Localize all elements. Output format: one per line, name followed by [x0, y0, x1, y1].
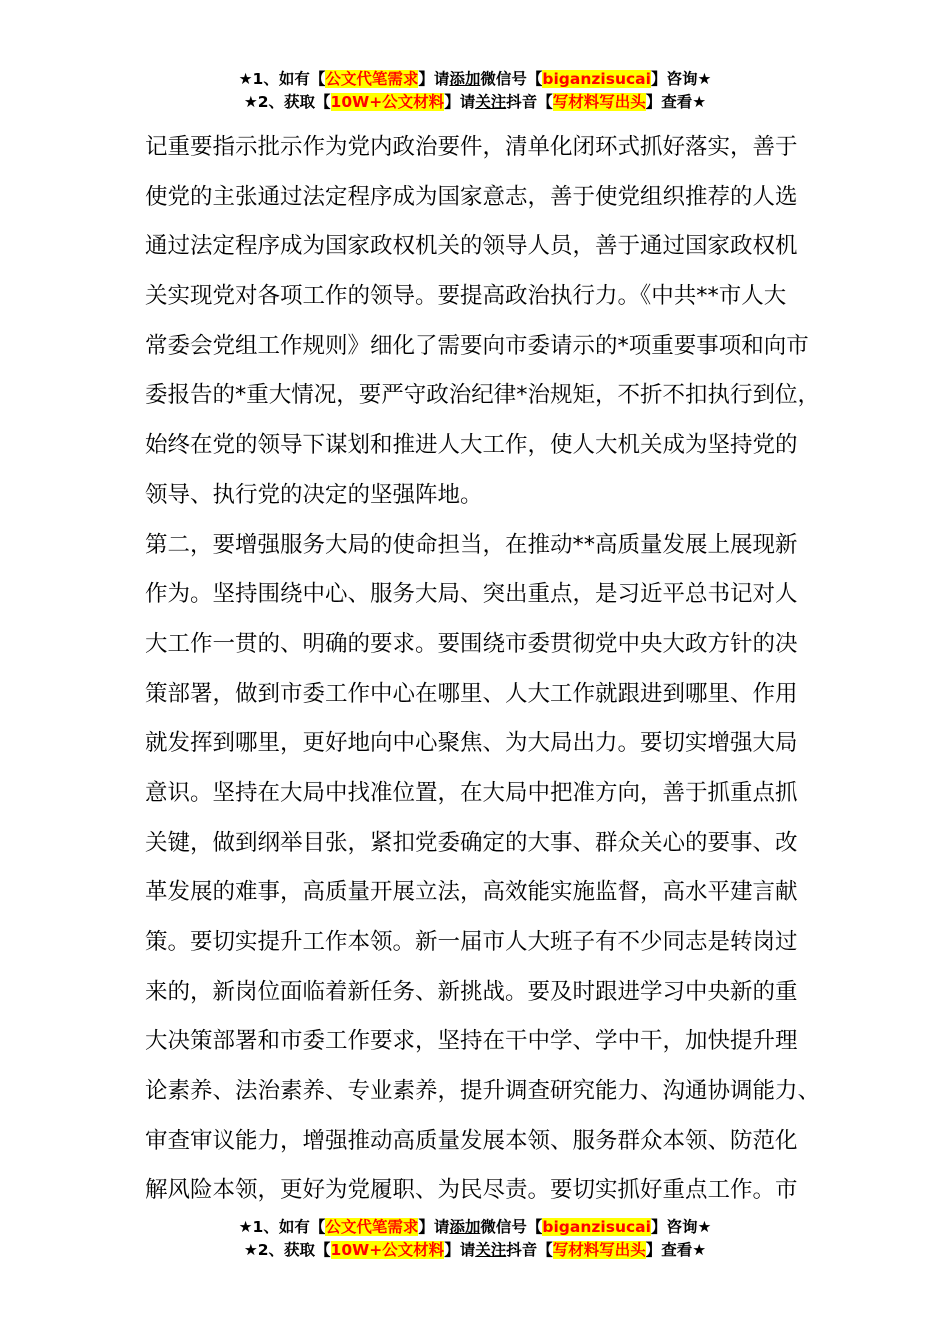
promo-douyin-id: 写材料写出头	[552, 1241, 646, 1259]
body-line: 解风险本领，更好为党履职、为民尽责。要切实抓好重点工作。市	[145, 1177, 798, 1204]
promo-highlight: 10W+公文材料	[330, 1241, 445, 1259]
header-promo-banner	[0, 68, 950, 114]
promo-text: ★1、如有【	[238, 1218, 326, 1236]
body-line: 策部署，做到市委工作中心在哪里、人大工作就跟进到哪里、作用	[145, 680, 798, 707]
body-line: 大工作一贯的、明确的要求。要围绕市委贯彻党中央大政方针的决	[145, 630, 798, 657]
promo-text: 】请	[444, 1241, 476, 1259]
body-line: 策。要切实提升工作本领。新一届市人大班子有不少同志是转岗过	[145, 929, 798, 955]
promo-text: 】查看★	[645, 93, 707, 111]
body-line: 革发展的难事，高质量开展立法，高效能实施监督，高水平建言献	[145, 879, 798, 906]
promo-highlight: 10W+公文材料	[330, 93, 445, 111]
promo-wechat-id: biganzisucai	[542, 1218, 651, 1236]
body-line: 关键，做到纲举目张，紧扣党委确定的大事、群众关心的要事、改	[145, 829, 798, 856]
promo-text: 抖音【	[506, 93, 553, 111]
body-line: 审查审议能力，增强推动高质量发展本领、服务群众本领、防范化	[145, 1127, 798, 1154]
body-line: 记重要指示批示作为党内政治要件，清单化闭环式抓好落实，善于	[145, 134, 798, 160]
body-line: 意识。坚持在大局中找准位置，在大局中把准方向，善于抓重点抓	[145, 779, 798, 806]
promo-underlined: 添加	[449, 70, 481, 88]
promo-text: 微信号【	[480, 70, 543, 88]
body-line: 关实现党对各项工作的领导。要提高政治执行力。《中共**市人大	[145, 283, 787, 310]
promo-text: 微信号【	[480, 1218, 543, 1236]
promo-line-2	[0, 91, 950, 114]
promo-highlight: 公文代笔需求	[325, 70, 419, 88]
promo-text: 】请	[418, 70, 450, 88]
promo-underlined: 关注	[475, 93, 507, 111]
body-line: 大决策部署和市委工作要求，坚持在干中学、学中干，加快提升理	[145, 1028, 798, 1055]
promo-text: ★2、获取【	[243, 93, 331, 111]
promo-text: 】请	[444, 93, 476, 111]
body-line: 来的，新岗位面临着新任务、新挑战。要及时跟进学习中央新的重	[145, 978, 798, 1005]
promo-text: 抖音【	[506, 1241, 553, 1259]
promo-line-1	[0, 1216, 950, 1239]
body-line: 常委会党组工作规则》细化了需要向市委请示的*项重要事项和向市	[145, 332, 809, 359]
body-line: 委报告的*重大情况，要严守政治纪律*治规矩，不折不扣执行到位，	[145, 382, 821, 409]
promo-douyin-id: 写材料写出头	[552, 93, 646, 111]
promo-highlight: 公文代笔需求	[325, 1218, 419, 1236]
promo-wechat-id: biganzisucai	[542, 70, 651, 88]
body-line: 作为。坚持围绕中心、服务大局、突出重点，是习近平总书记对人	[145, 581, 798, 608]
footer-promo-banner	[0, 1216, 950, 1262]
body-line: 第二，要增强服务大局的使命担当，在推动**高质量发展上展现新	[145, 531, 798, 558]
document-body	[145, 123, 835, 1216]
promo-text: ★2、获取【	[243, 1241, 331, 1259]
body-line: 领导、执行党的决定的坚强阵地。	[145, 481, 483, 508]
promo-text: 】请	[418, 1218, 450, 1236]
promo-line-2	[0, 1239, 950, 1262]
body-line: 论素养、法治素养、专业素养，提升调查研究能力、沟通协调能力、	[145, 1078, 821, 1105]
promo-line-1	[0, 68, 950, 91]
promo-text: 】咨询★	[650, 70, 712, 88]
promo-text: 】查看★	[645, 1241, 707, 1259]
body-line: 始终在党的领导下谋划和推进人大工作，使人大机关成为坚持党的	[145, 432, 798, 459]
promo-underlined: 添加	[449, 1218, 481, 1236]
promo-text: 】咨询★	[650, 1218, 712, 1236]
body-line: 使党的主张通过法定程序成为国家意志，善于使党组织推荐的人选	[145, 183, 798, 210]
body-line: 通过法定程序成为国家政权机关的领导人员，善于通过国家政权机	[145, 233, 798, 260]
promo-underlined: 关注	[475, 1241, 507, 1259]
body-line: 就发挥到哪里，更好地向中心聚焦、为大局出力。要切实增强大局	[145, 730, 798, 757]
promo-text: ★1、如有【	[238, 70, 326, 88]
